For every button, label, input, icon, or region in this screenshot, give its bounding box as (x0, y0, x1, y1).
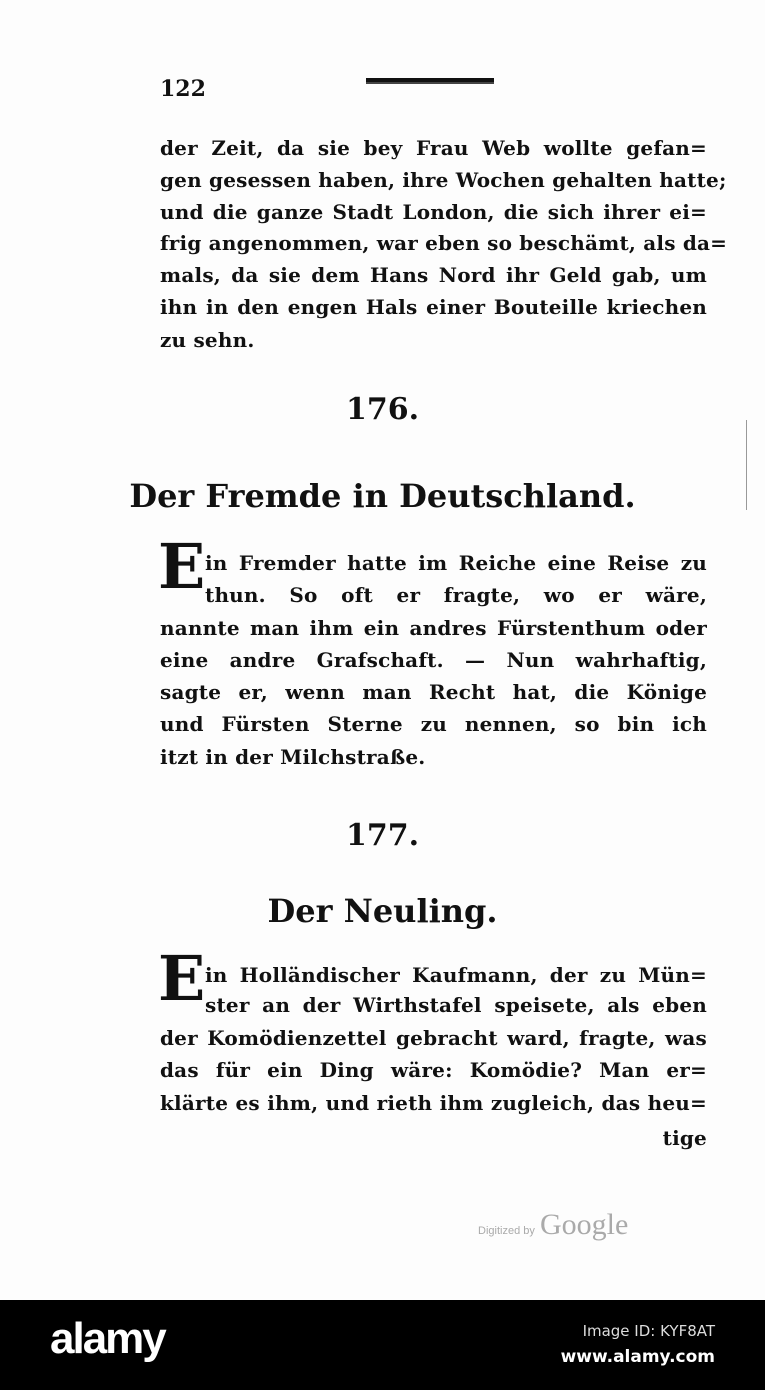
text-line: und Fürsten Sterne zu nennen, so bin ich (160, 712, 707, 736)
text-line: gen gesessen haben, ihre Wochen gehalten hatte; (160, 168, 727, 192)
text-line: nannte man ihm ein andres Fürstenthum oder (160, 616, 707, 640)
text-line: in Holländischer Kaufmann, der zu Mün= (205, 963, 707, 987)
alamy-logo: alamy (50, 1314, 165, 1363)
text-line: ster an der Wirthstafel speisete, als eben (205, 993, 707, 1017)
page-number: 122 (160, 76, 206, 102)
section-number: 176. (345, 392, 420, 427)
text-line: mals, da sie dem Hans Nord ihr Geld gab, um (160, 263, 707, 287)
text-line: thun. So oft er fragte, wo er wäre, (205, 583, 707, 607)
site-url: www.alamy.com (560, 1347, 715, 1367)
watermark-prefix: Digitized by (478, 1225, 535, 1237)
text-line: sagte er, wenn man Recht hat, die Könige (160, 680, 707, 704)
section-title: Der Fremde in Deutschland. (129, 477, 636, 515)
text-line: das für ein Ding wäre: Komödie? Man er= (160, 1058, 707, 1082)
text-line: itzt in der Milchstraße. (160, 745, 426, 769)
stock-photo-bar (0, 1300, 765, 1390)
text-line: eine andre Grafschaft. — Nun wahrhaftig, (160, 648, 707, 672)
scan-edge-line (746, 420, 747, 510)
text-line: frig angenommen, war eben so beschämt, als da= (160, 231, 728, 255)
text-line: ihn in den engen Hals einer Bouteille kriechen (160, 295, 707, 319)
header-rule (366, 78, 494, 84)
text-line: zu sehn. (160, 328, 255, 352)
text-line: der Zeit, da sie bey Frau Web wollte gefan= (160, 136, 707, 160)
text-line: klärte es ihm, und rieth ihm zugleich, das heu= (160, 1091, 707, 1115)
digitized-watermark (478, 1208, 628, 1242)
google-logo: Google (539, 1208, 629, 1241)
text-line: und die ganze Stadt London, die sich ihrer ei= (160, 200, 707, 224)
drop-cap: E (158, 942, 206, 1015)
text-line: tige (662, 1126, 707, 1150)
text-line: in Fremder hatte im Reiche eine Reise zu (205, 551, 707, 575)
section-number: 177. (345, 818, 420, 853)
section-title: Der Neuling. (267, 892, 498, 930)
text-line: der Komödienzettel gebracht ward, fragte, was (160, 1026, 707, 1050)
drop-cap: E (158, 530, 206, 603)
image-id: Image ID: KYF8AT (582, 1322, 715, 1340)
